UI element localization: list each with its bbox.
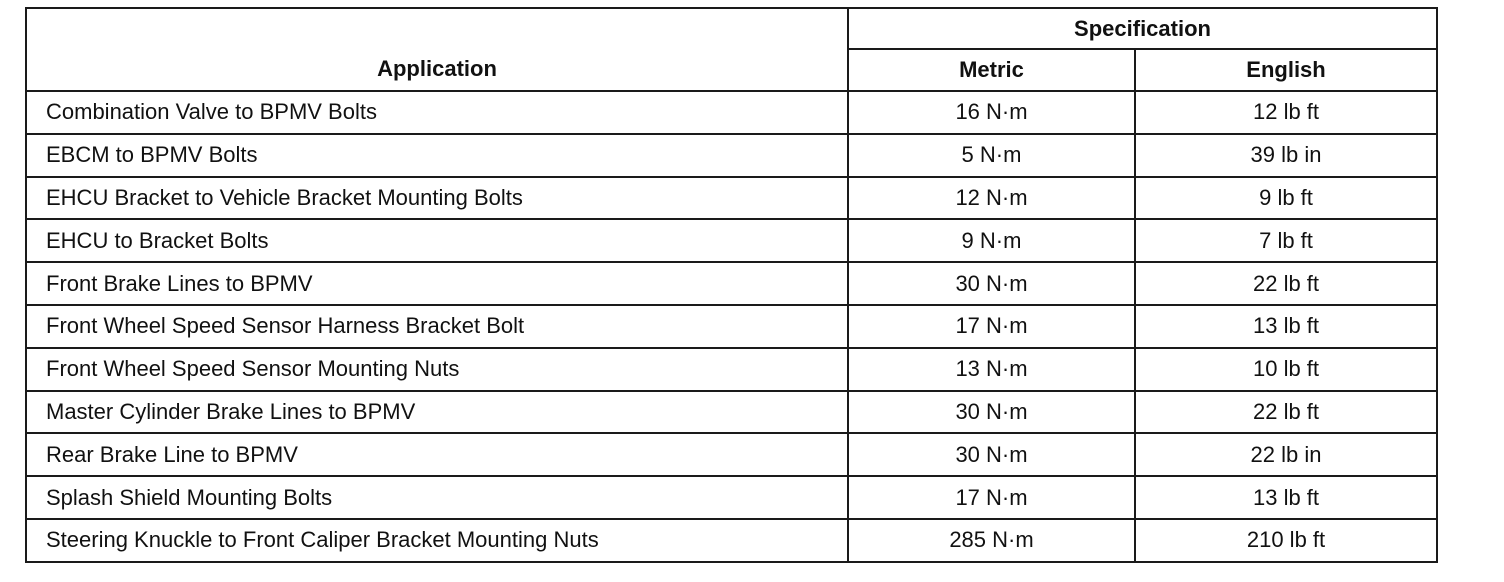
cell-application: Steering Knuckle to Front Caliper Bracket Mounting Nuts [26, 519, 848, 562]
fastener-spec-table [25, 7, 1438, 563]
cell-application: EBCM to BPMV Bolts [26, 134, 848, 177]
cell-application: EHCU Bracket to Vehicle Bracket Mounting Bolts [26, 177, 848, 220]
header-metric: Metric [848, 49, 1135, 91]
table-row [26, 305, 1437, 348]
cell-english: 22 lb in [1135, 433, 1437, 476]
table-row [26, 391, 1437, 434]
cell-english: 22 lb ft [1135, 391, 1437, 434]
cell-english: 7 lb ft [1135, 219, 1437, 262]
header-application: Application [26, 8, 848, 91]
cell-english: 210 lb ft [1135, 519, 1437, 562]
table-row [26, 262, 1437, 305]
cell-metric: 5 N·m [848, 134, 1135, 177]
table-row [26, 348, 1437, 391]
cell-english: 39 lb in [1135, 134, 1437, 177]
cell-metric: 30 N·m [848, 391, 1135, 434]
cell-english: 9 lb ft [1135, 177, 1437, 220]
table-row [26, 433, 1437, 476]
cell-metric: 30 N·m [848, 433, 1135, 476]
cell-application: Rear Brake Line to BPMV [26, 433, 848, 476]
cell-application: Combination Valve to BPMV Bolts [26, 91, 848, 134]
cell-metric: 17 N·m [848, 476, 1135, 519]
cell-application: EHCU to Bracket Bolts [26, 219, 848, 262]
header-specification: Specification [848, 8, 1437, 49]
cell-metric: 12 N·m [848, 177, 1135, 220]
cell-metric: 13 N·m [848, 348, 1135, 391]
table-row [26, 519, 1437, 562]
header-row-top [26, 8, 1437, 49]
cell-metric: 17 N·m [848, 305, 1135, 348]
cell-metric: 285 N·m [848, 519, 1135, 562]
cell-application: Front Wheel Speed Sensor Mounting Nuts [26, 348, 848, 391]
cell-english: 10 lb ft [1135, 348, 1437, 391]
cell-metric: 9 N·m [848, 219, 1135, 262]
cell-application: Front Brake Lines to BPMV [26, 262, 848, 305]
cell-english: 13 lb ft [1135, 476, 1437, 519]
header-english: English [1135, 49, 1437, 91]
cell-english: 13 lb ft [1135, 305, 1437, 348]
cell-application: Splash Shield Mounting Bolts [26, 476, 848, 519]
cell-english: 22 lb ft [1135, 262, 1437, 305]
table-row [26, 134, 1437, 177]
cell-metric: 16 N·m [848, 91, 1135, 134]
table-row [26, 91, 1437, 134]
cell-application: Front Wheel Speed Sensor Harness Bracket Bolt [26, 305, 848, 348]
table-row [26, 219, 1437, 262]
table-row [26, 177, 1437, 220]
cell-application: Master Cylinder Brake Lines to BPMV [26, 391, 848, 434]
cell-english: 12 lb ft [1135, 91, 1437, 134]
table-row [26, 476, 1437, 519]
cell-metric: 30 N·m [848, 262, 1135, 305]
